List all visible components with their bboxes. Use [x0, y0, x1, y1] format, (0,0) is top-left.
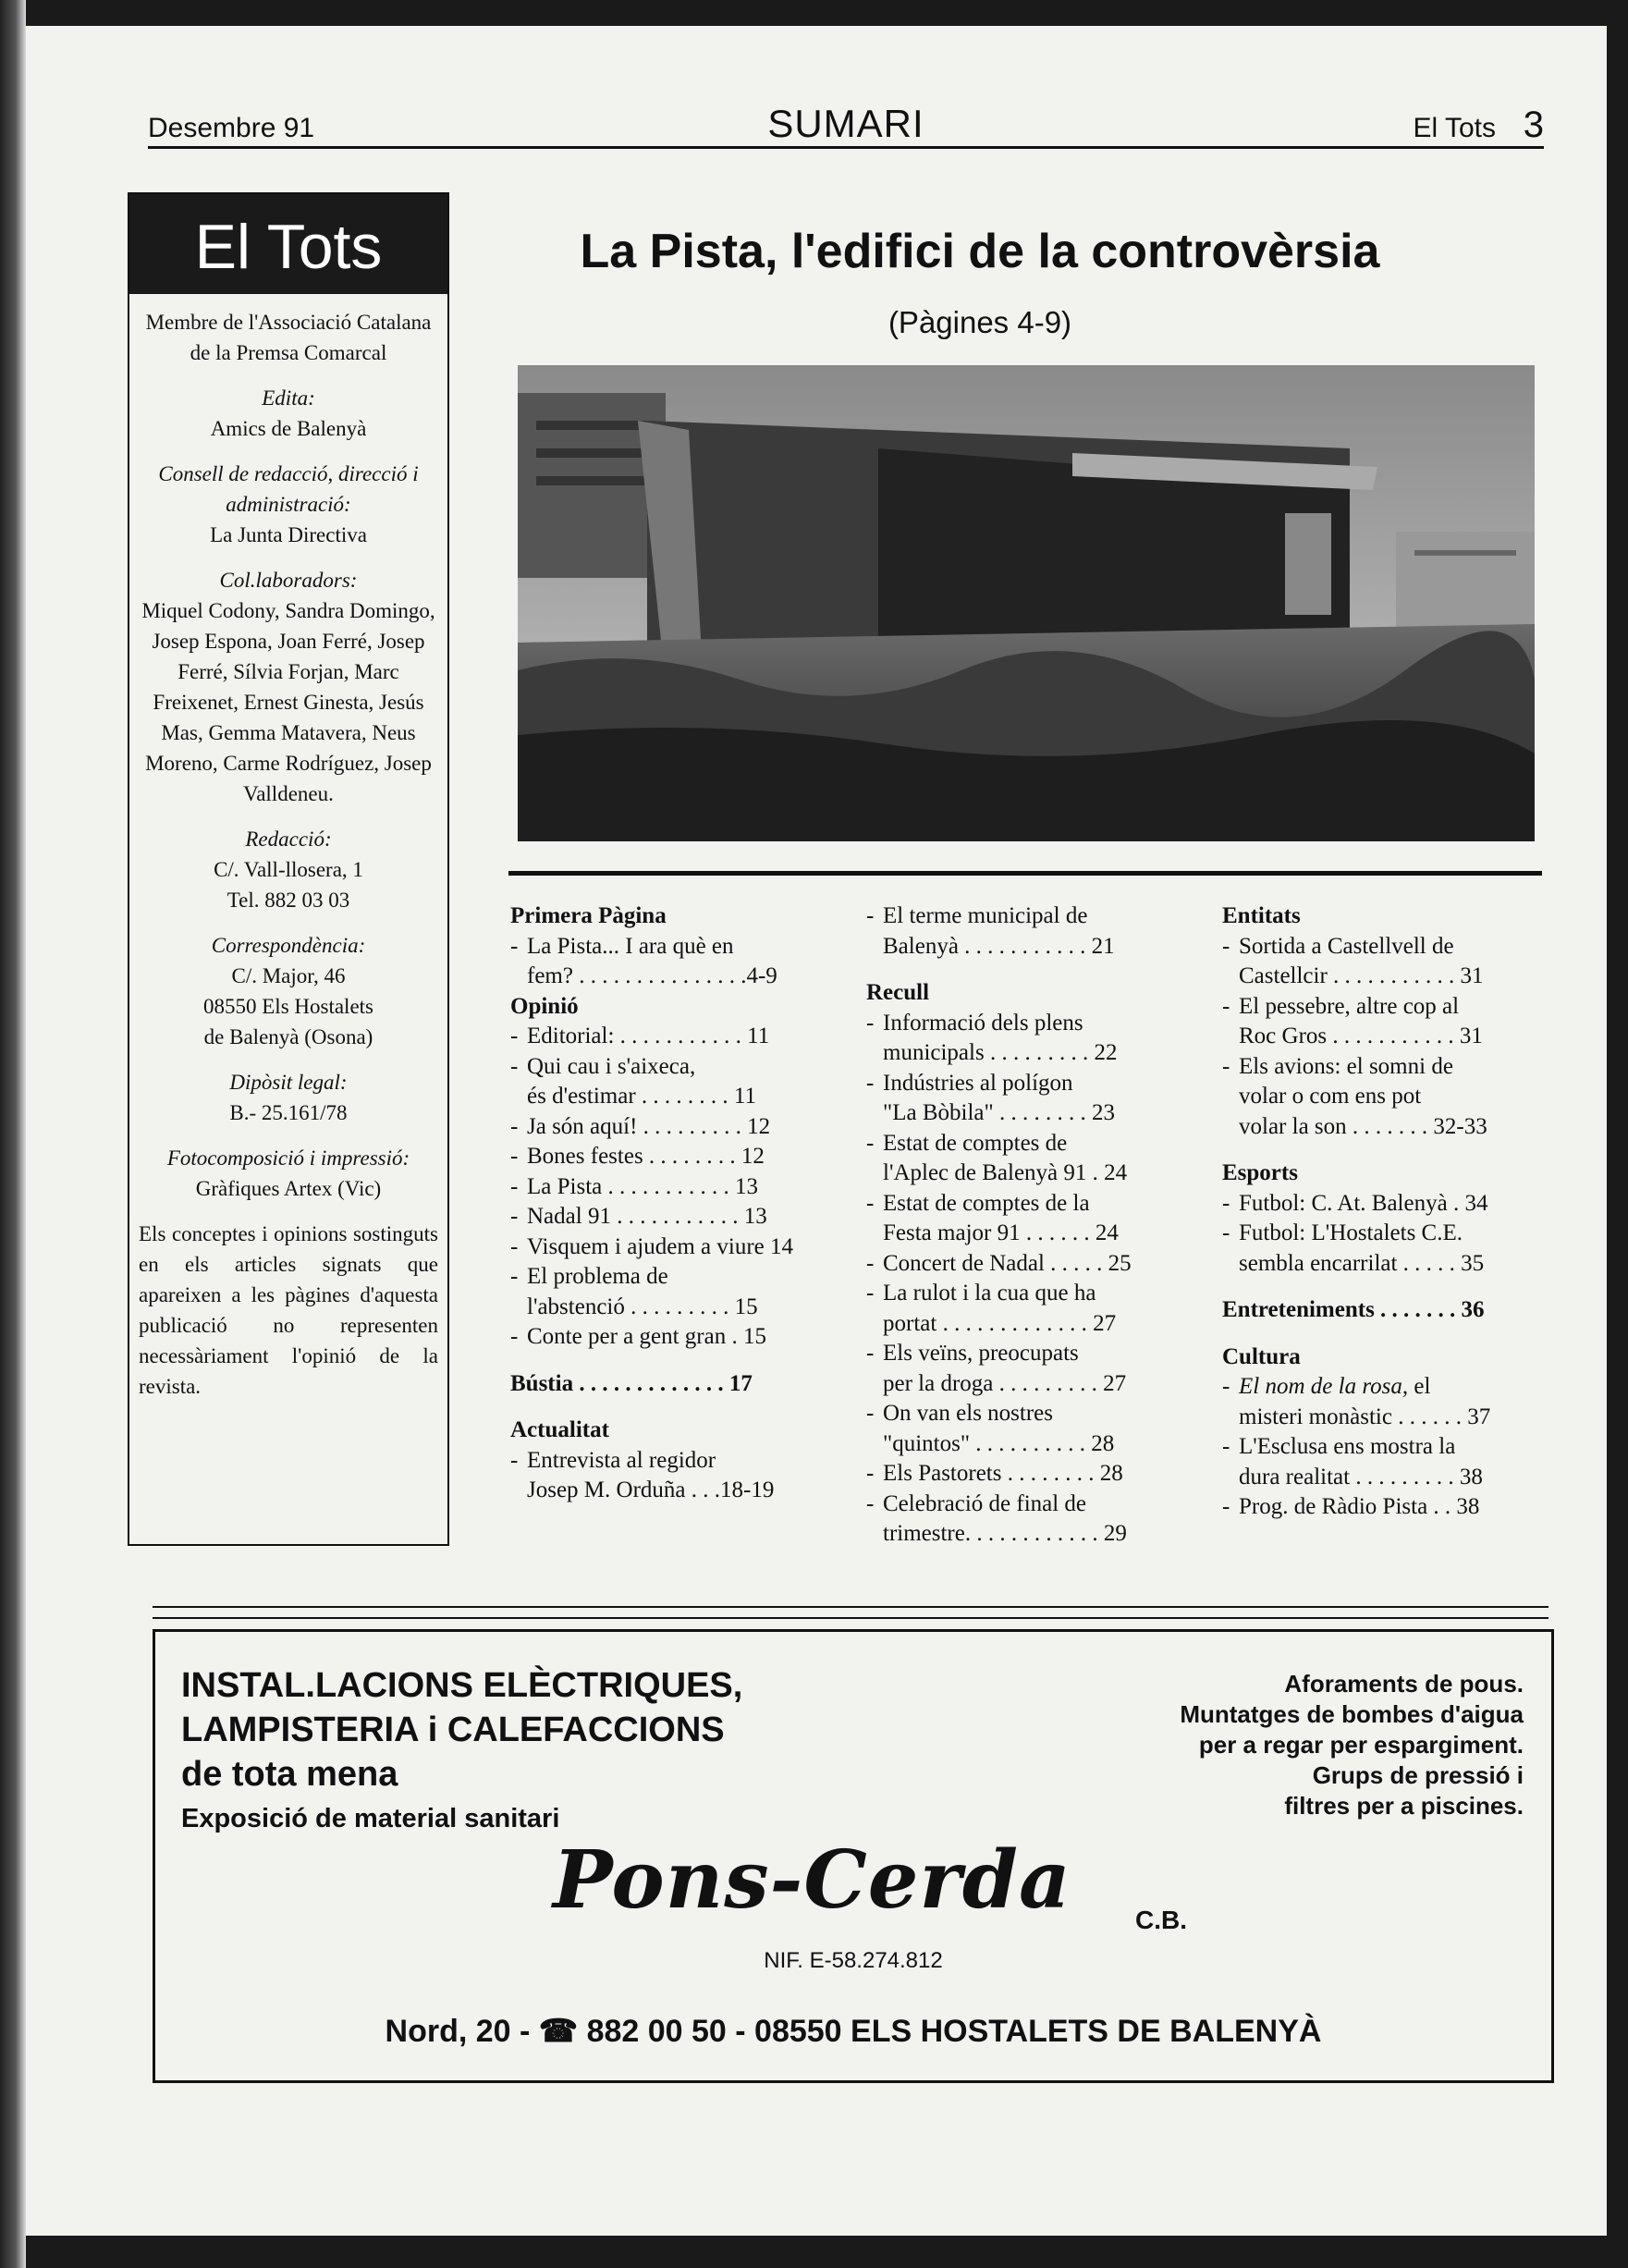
toc-item: - Els avions: el somni de: [1222, 1053, 1453, 1079]
toc-item-cont: l'abstenció . . . . . . . . . 15: [527, 1293, 758, 1319]
corr-address-2: 08550 Els Hostalets: [203, 995, 373, 1018]
ad-line: INSTAL.LACIONS ELÈCTRIQUES,: [181, 1666, 743, 1705]
ad-line: Exposició de material sanitari: [181, 1804, 560, 1833]
toc-item: - Futbol: L'Hostalets C.E.: [1222, 1220, 1463, 1245]
toc-item-cont: Josep M. Orduña . . .18-19: [527, 1477, 775, 1502]
correspondencia-label: Correspondència:: [211, 934, 366, 957]
section-actualitat: Actualitat: [510, 1417, 609, 1442]
toc-item-cont: per la droga . . . . . . . . . 27: [883, 1370, 1127, 1396]
company-nif: NIF. E-58.274.812: [764, 1948, 943, 1973]
toc-item: - La Pista . . . . . . . . . . . 13: [510, 1173, 758, 1199]
ad-services-left: [181, 1663, 742, 1841]
toc-item: - Prog. de Ràdio Pista . . 38: [1222, 1494, 1480, 1519]
building-photo: [518, 365, 1535, 841]
section-primera-pagina: Primera Pàgina: [510, 903, 667, 928]
toc-item-cont: Festa major 91 . . . . . . 24: [883, 1220, 1119, 1245]
toc-item: - Futbol: C. At. Balenyà . 34: [1222, 1190, 1488, 1216]
toc-column-3: [1222, 901, 1546, 1523]
toc-item: - Concert de Nadal . . . . . 25: [866, 1250, 1132, 1276]
section-entreteniments: Entreteniments . . . . . . . 36: [1222, 1297, 1485, 1322]
company-logo: Pons-Cerda: [553, 1833, 1071, 1927]
toc-item: - Qui cau i s'aixeca,: [510, 1053, 696, 1079]
ad-line: LAMPISTERIA i CALEFACCIONS: [181, 1710, 725, 1749]
page-header: [148, 102, 1544, 149]
redaccio-address: C/. Vall-llosera, 1: [214, 858, 363, 881]
ad-separator: [153, 1606, 1548, 1619]
ad-services-right: [1180, 1669, 1524, 1821]
toc-item: - L'Esclusa ens mostra la: [1222, 1434, 1456, 1459]
toc-item-cont: Roc Gros . . . . . . . . . . . 31: [1239, 1024, 1483, 1048]
section-opinio: Opinió: [510, 993, 579, 1019]
toc-item-cont: trimestre. . . . . . . . . . . . 29: [883, 1521, 1127, 1546]
advertisement: [153, 1629, 1554, 2083]
toc-item-cont: sembla encarrilat . . . . . 35: [1239, 1250, 1485, 1276]
ad-line: de tota mena: [181, 1755, 398, 1794]
toc-item-cont: misteri monàstic . . . . . . 37: [1239, 1404, 1491, 1429]
disclaimer: Els conceptes i opinions sostinguts en els articles signats que apareixen a les pàgines d'aquesta publicació no representen necessàriament l'opinió de la revista.: [139, 1222, 438, 1398]
membership-text: Membre de l'Associació Catalana de la Premsa Comarcal: [145, 311, 432, 364]
toc-item: - Visquem i ajudem a viure 14: [510, 1233, 794, 1259]
toc-item: - Nadal 91 . . . . . . . . . . . 13: [510, 1204, 767, 1229]
toc-column-1: [510, 901, 829, 1506]
toc-item: - Estat de comptes de la: [866, 1190, 1090, 1216]
consell-value: La Junta Directiva: [210, 523, 367, 546]
toc-item: - On van els nostres: [866, 1401, 1053, 1426]
consell-label: Consell de redacció, direcció i administració:: [158, 462, 419, 516]
toc-item: - El problema de: [510, 1264, 668, 1289]
section-recull: Recull: [866, 980, 930, 1005]
edita-label: Edita:: [262, 386, 315, 410]
toc-item: - Informació dels plens: [866, 1010, 1083, 1036]
toc-item: - La Pista... I ara què en: [510, 933, 734, 959]
toc-item-cont: volar la son . . . . . . . 32-33: [1239, 1113, 1487, 1139]
ad-line: Muntatges de bombes d'aigua: [1180, 1700, 1524, 1728]
company-address: Nord, 20 - ☎ 882 00 50 - 08550 ELS HOSTALETS DE BALENYÀ: [385, 2014, 1322, 2049]
toc-item: - Bones festes . . . . . . . . 12: [510, 1144, 765, 1169]
section-bustia: Bústia . . . . . . . . . . . . . 17: [510, 1370, 753, 1396]
toc-item: - El pessebre, altre cop al: [1222, 993, 1460, 1019]
diposit-label: Dipòsit legal:: [229, 1071, 348, 1094]
toc-item-cont: dura realitat . . . . . . . . . 38: [1239, 1464, 1483, 1490]
magazine-name: El Tots: [1413, 113, 1496, 143]
diposit-value: B.- 25.161/78: [229, 1101, 348, 1124]
fotocomposicio-value: Gràfiques Artex (Vic): [195, 1177, 382, 1200]
toc-item: - Entrevista al regidor: [510, 1447, 716, 1473]
toc-item-cont: fem? . . . . . . . . . . . . . . .4-9: [527, 963, 777, 988]
edita-value: Amics de Balenyà: [210, 417, 367, 440]
toc-item-cont: portat . . . . . . . . . . . . . 27: [883, 1310, 1117, 1336]
toc-item: - Indústries al polígon: [866, 1070, 1073, 1096]
toc-item: - Sortida a Castellvell de: [1222, 933, 1454, 959]
section-entitats: Entitats: [1222, 903, 1301, 928]
masthead-box: [128, 192, 449, 1546]
binding-edge: [0, 0, 26, 2268]
feature-pages: (Pàgines 4-9): [887, 305, 1072, 339]
toc-column-2: [866, 901, 1190, 1550]
corr-address-3: de Balenyà (Osona): [203, 1025, 373, 1048]
toc-item: - Ja són aquí! . . . . . . . . . 12: [510, 1113, 771, 1139]
toc-item-cont: és d'estimar . . . . . . . . 11: [527, 1084, 756, 1109]
toc-item: - Celebració de final de: [866, 1490, 1087, 1516]
issue-date: Desembre 91: [148, 113, 315, 143]
collaborators-label: Col.laboradors:: [219, 569, 358, 592]
toc-item-cont: Castellcir . . . . . . . . . . . 31: [1239, 963, 1484, 988]
toc-item: - Estat de comptes de: [866, 1130, 1068, 1156]
company-suffix: C.B.: [1135, 1906, 1187, 1934]
section-cultura: Cultura: [1222, 1343, 1301, 1369]
toc-top-rule: [508, 871, 1542, 876]
toc-item: - Els Pastorets . . . . . . . . 28: [866, 1461, 1123, 1486]
feature-headline: La Pista, l'edifici de la controvèrsia: [580, 225, 1380, 278]
toc-item: - El nom de la rosa, el: [1222, 1374, 1431, 1399]
toc-item: - El terme municipal de: [866, 903, 1088, 928]
section-esports: Esports: [1222, 1160, 1298, 1185]
toc-item-cont: "La Bòbila" . . . . . . . . 23: [883, 1100, 1115, 1125]
redaccio-phone: Tel. 882 03 03: [226, 889, 350, 912]
ad-line: Aforaments de pous.: [1284, 1670, 1524, 1698]
toc-item-cont: volar o com ens pot: [1239, 1084, 1422, 1109]
toc-item: - La rulot i la cua que ha: [866, 1281, 1096, 1306]
toc-item: - Conte per a gent gran . 15: [510, 1324, 766, 1349]
redaccio-label: Redacció:: [245, 828, 332, 851]
toc-item-cont: Balenyà . . . . . . . . . . . 21: [883, 933, 1115, 959]
page-number: 3: [1523, 104, 1544, 145]
collaborators-list: Miquel Codony, Sandra Domingo, Josep Espona, Joan Ferré, Josep Ferré, Sílvia Forjan, Marc Freixenet, Ernest Ginesta, Jesús Mas, Gemma Matavera, Neus Moreno, Carme Rodríguez, Josep Valldeneu.: [141, 599, 435, 805]
fotocomposicio-label: Fotocomposició i impressió:: [166, 1146, 410, 1170]
ad-line: Grups de pressió i: [1312, 1761, 1524, 1789]
ad-line: filtres per a piscines.: [1284, 1792, 1524, 1820]
ad-line: per a regar per espargiment.: [1198, 1731, 1524, 1759]
toc-item-cont: municipals . . . . . . . . . 22: [883, 1040, 1118, 1065]
toc-item: - Editorial: . . . . . . . . . . . 11: [510, 1024, 770, 1048]
toc-item-cont: l'Aplec de Balenyà 91 . 24: [883, 1160, 1128, 1185]
toc-item-cont: "quintos" . . . . . . . . . . 28: [883, 1430, 1115, 1456]
masthead-title: El Tots: [129, 194, 447, 294]
corr-address-1: C/. Major, 46: [231, 964, 346, 987]
toc-item: - Els veïns, preocupats: [866, 1341, 1079, 1366]
page-title: SUMARI: [767, 102, 924, 145]
